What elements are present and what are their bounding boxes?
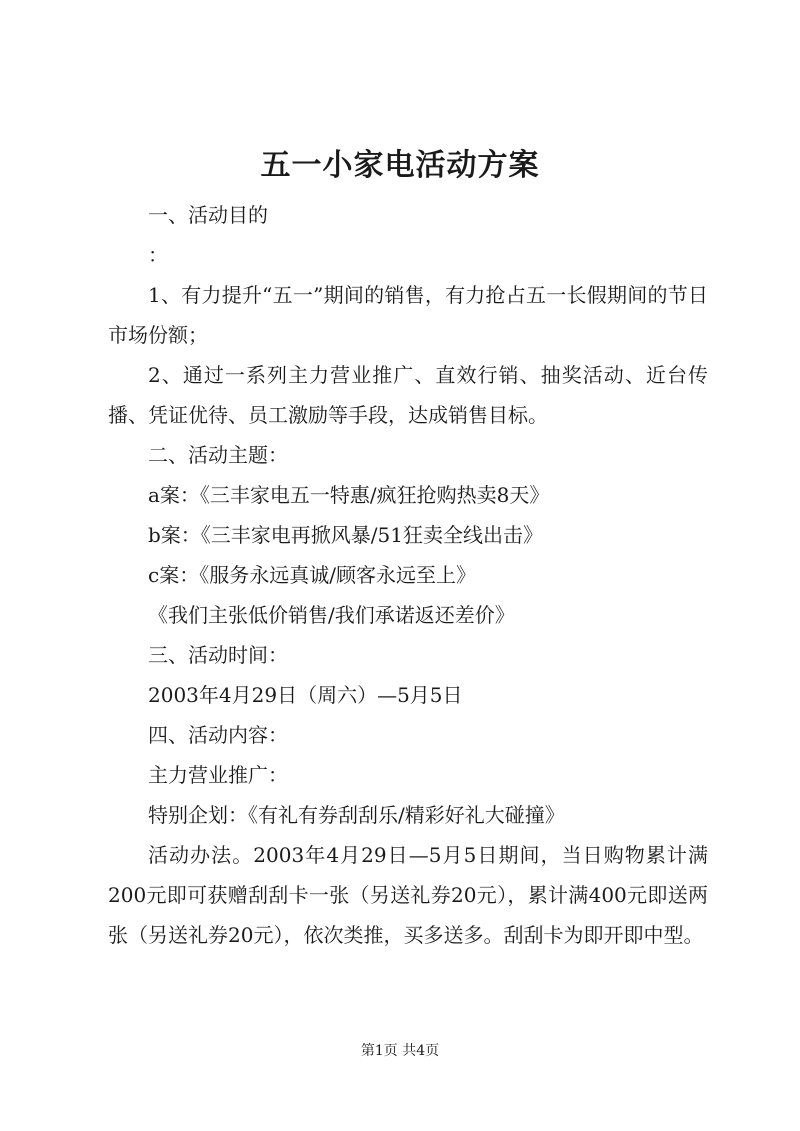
paragraph-purpose-2: 2、通过一系列主力营业推广、直效行销、抽奖活动、近台传播、凭证优待、员工激励等手段，达成销售目标。 xyxy=(108,363,708,427)
special-plan: 特别企划：《有礼有券刮刮乐/精彩好礼大碰撞》 xyxy=(148,803,565,827)
paragraph-purpose-1: 1、有力提升“五一”期间的销售，有力抢占五一长假期间的节日市场份额； xyxy=(108,283,708,347)
document-body xyxy=(108,195,708,955)
activity-time: 2003年4月29日（周六）—5月5日 xyxy=(148,683,463,707)
section-heading-purpose: 一、活动目的 xyxy=(148,203,268,227)
theme-plan-c-continued: 《我们主张低价销售/我们承诺返还差价》 xyxy=(148,603,515,627)
subheading-promotion: 主力营业推广： xyxy=(148,763,288,787)
activity-method: 活动办法。2003年4月29日—5月5日期间，当日购物累计满200元即可获赠刮刮卡一张（另送礼券20元），累计满400元即送两张（另送礼券20元），依次类推，买多送多。刮刮卡为即开即中型。 xyxy=(108,843,708,947)
section-heading-theme: 二、活动主题： xyxy=(148,443,288,467)
section-heading-time: 三、活动时间： xyxy=(148,643,288,667)
theme-plan-b: b案：《三丰家电再掀风暴/51狂卖全线出击》 xyxy=(148,523,543,547)
page-footer: 第1页 共4页 xyxy=(360,1043,440,1059)
theme-plan-c: c案：《服务永远真诚/顾客永远至上》 xyxy=(148,563,476,587)
theme-plan-a: a案：《三丰家电五一特惠/疯狂抢购热卖8天》 xyxy=(148,483,550,507)
paragraph-colon: ： xyxy=(148,243,168,267)
section-heading-content: 四、活动内容： xyxy=(148,723,288,747)
document-title: 五一小家电活动方案 xyxy=(260,148,540,183)
